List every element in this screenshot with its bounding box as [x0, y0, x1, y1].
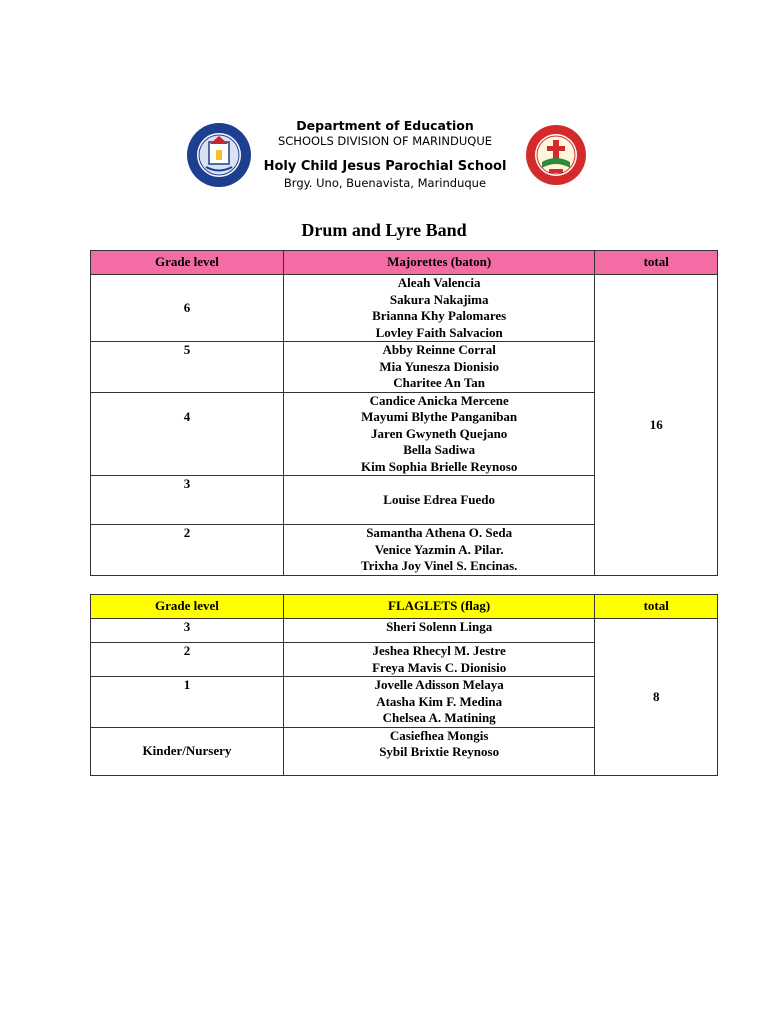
majorettes-table [90, 250, 718, 576]
flaglets-table [90, 594, 718, 776]
department-name: Department of Education [296, 118, 474, 133]
member-name: Abby Reinne Corral [382, 342, 496, 357]
member-name: Mayumi Blythe Panganiban [361, 409, 518, 424]
grade-cell: 5 [91, 342, 284, 393]
table-header-row [91, 251, 718, 275]
grade-cell: 6 [91, 275, 284, 342]
member-name: Brianna Khy Palomares [372, 308, 507, 323]
member-name: Mia Yunesza Dionisio [379, 358, 499, 374]
grade-cell: 4 [91, 392, 284, 476]
header-grade-level: Grade level [91, 251, 284, 275]
grade-cell: 3 [91, 619, 284, 643]
names-cell [283, 677, 594, 728]
member-name: Lovley Faith Salvacion [375, 324, 503, 340]
names-cell [283, 727, 594, 775]
member-name: Kim Sophia Brielle Reynoso [360, 458, 518, 474]
names-cell [283, 525, 594, 576]
names-cell [283, 275, 594, 342]
member-name: Sakura Nakajima [389, 291, 489, 307]
member-name: Louise Edrea Fuedo [383, 492, 496, 507]
member-name: Chelsea A. Matining [382, 710, 496, 725]
member-name: Trixha Joy Vinel S. Encinas. [360, 558, 518, 573]
names-cell [283, 643, 594, 677]
header-majorettes: Majorettes (baton) [283, 251, 594, 275]
header-grade-level: Grade level [91, 595, 284, 619]
school-seal-logo [525, 124, 587, 186]
member-name: Jaren Gwyneth Quejano [371, 425, 508, 441]
member-name: Jeshea Rhecyl M. Jestre [372, 643, 506, 658]
school-name: Holy Child Jesus Parochial School [263, 159, 507, 174]
table-row [91, 619, 718, 643]
table-row [91, 275, 718, 342]
member-name: Samantha Athena O. Seda [366, 525, 513, 540]
member-name: Venice Yazmin A. Pilar. [374, 541, 504, 557]
grade-cell: Kinder/Nursery [91, 727, 284, 775]
member-name: Bella Sadiwa [403, 442, 476, 457]
member-name: Casiefhea Mongis [389, 727, 489, 743]
grade-cell: 1 [91, 677, 284, 728]
grade-cell: 2 [91, 525, 284, 576]
member-name: Sybil Brixtie Reynoso [379, 744, 500, 759]
member-name: Aleah Valencia [397, 275, 481, 290]
member-name: Candice Anicka Mercene [369, 392, 509, 408]
member-name: Freya Mavis C. Dionisio [372, 659, 507, 675]
grade-cell: 2 [91, 643, 284, 677]
member-name: Charitee An Tan [393, 375, 486, 390]
member-name: Atasha Kim F. Medina [376, 693, 503, 709]
names-cell [283, 342, 594, 393]
header-total: total [595, 251, 718, 275]
header-flaglets: FLAGLETS (flag) [283, 595, 594, 619]
names-cell [283, 476, 594, 525]
member-name: Sheri Solenn Linga [386, 619, 493, 634]
school-address: Brgy. Uno, Buenavista, Marinduque [283, 176, 487, 190]
total-cell: 8 [595, 619, 718, 776]
member-name: Jovelle Adisson Melaya [374, 677, 504, 692]
letterhead [0, 112, 768, 192]
document-title: Drum and Lyre Band [301, 220, 467, 240]
division-name: SCHOOLS DIVISION OF MARINDUQUE [277, 134, 493, 148]
names-cell [283, 392, 594, 476]
grade-cell: 3 [91, 476, 284, 525]
table-header-row [91, 595, 718, 619]
total-cell: 16 [595, 275, 718, 576]
names-cell [283, 619, 594, 643]
deped-seal-logo [186, 122, 252, 188]
header-total: total [595, 595, 718, 619]
